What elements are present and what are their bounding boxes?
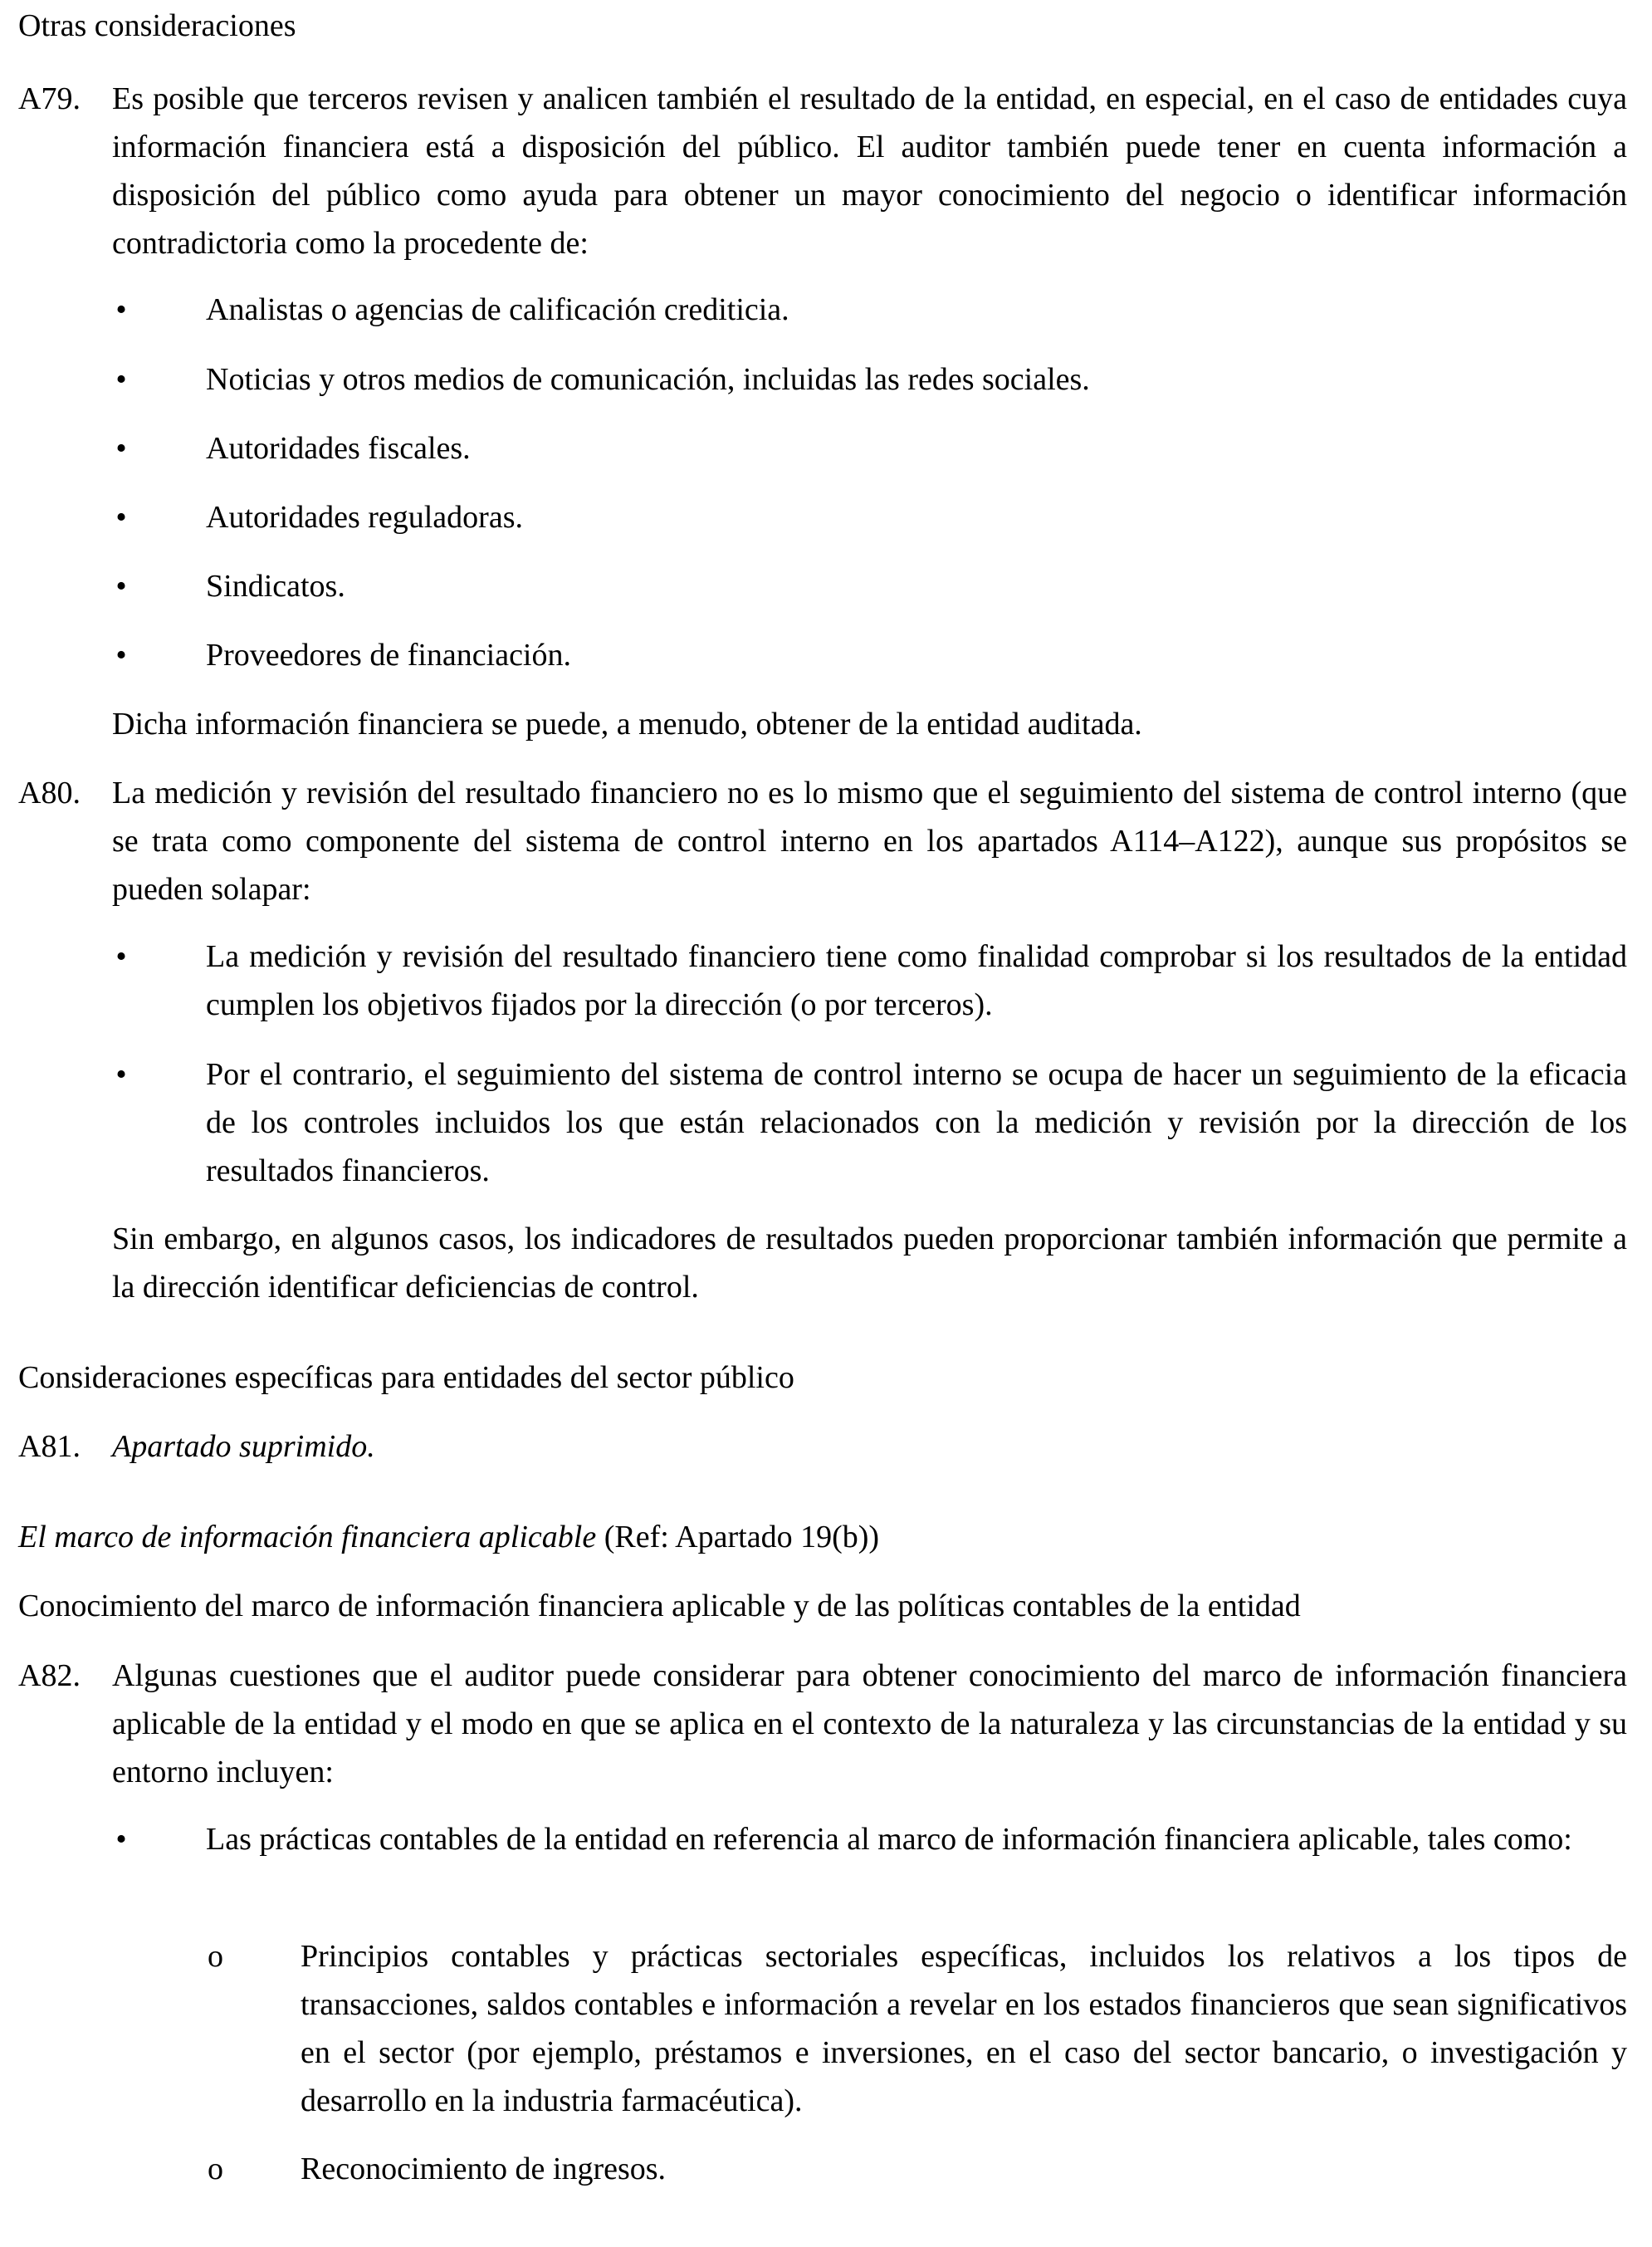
paragraph-closing-a80: Sin embargo, en algunos casos, los indicadores de resultados pueden proporcionar también información que permite a la dirección identificar deficiencias de control. [112, 1221, 1627, 1305]
bullet-icon: • [115, 362, 127, 397]
heading-marco [18, 1513, 1627, 1561]
paragraph-number: A79. [18, 81, 81, 116]
bullet-icon: • [115, 939, 127, 974]
bullet-item: • Autoridades reguladoras. [112, 493, 1627, 541]
bullet-icon: • [115, 638, 127, 673]
paragraph-number: A82. [18, 1658, 81, 1693]
bullet-item: • La medición y revisión del resultado financiero tiene como finalidad comprobar si los resultados de la entidad cumplen los objetivos fijados por la dirección (o por terceros). [112, 933, 1627, 1029]
bullet-icon: • [115, 569, 127, 604]
paragraph-text: Algunas cuestiones que el auditor puede considerar para obtener conocimiento del marco de información financiera aplicable de la entidad y el modo en que se aplica en el contexto de la naturaleza y las circunstancias de la entidad y su entorno incluyen: [112, 1658, 1627, 1789]
bullet-item: • Por el contrario, el seguimiento del sistema de control interno se ocupa de hacer un seguimiento de la eficacia de los controles incluidos los que están relacionados con la medición y revisión por la dirección de los resultados financieros. [112, 1050, 1627, 1195]
heading-conocimiento: Conocimiento del marco de información financiera aplicable y de las políticas contables de la entidad [18, 1589, 1301, 1623]
paragraph-number: A81. [18, 1429, 81, 1464]
bullet-item: • Analistas o agencias de calificación crediticia. [112, 286, 1627, 334]
heading-marco-ref: (Ref: Apartado 19(b)) [596, 1520, 880, 1554]
paragraph-number: A80. [18, 776, 81, 810]
bullet-icon: • [115, 292, 127, 327]
bullet-item: • Sindicatos. [112, 562, 1627, 610]
sub-item: o Reconocimiento de ingresos. [208, 2145, 1627, 2193]
bullet-item: • Proveedores de financiación. [112, 631, 1627, 679]
paragraph-text: La medición y revisión del resultado financiero no es lo mismo que el seguimiento del sistema de control interno (que se trata como componente del sistema de control interno en los apartados A114–A122), aunque sus propósitos se pueden solapar: [112, 776, 1627, 907]
sub-bullet-icon: o [208, 2152, 223, 2186]
bullet-item: • Autoridades fiscales. [112, 424, 1627, 472]
bullet-icon: • [115, 1057, 127, 1092]
bullet-item: • Noticias y otros medios de comunicación, incluidas las redes sociales. [112, 355, 1627, 404]
bullet-icon: • [115, 431, 127, 466]
heading-otras-consideraciones: Otras consideraciones [18, 8, 296, 43]
sub-bullet-icon: o [208, 1939, 223, 1974]
heading-marco-title: El marco de información financiera aplicable [18, 1520, 597, 1554]
sub-item: o Principios contables y prácticas sectoriales específicas, incluidos los relativos a los tipos de transacciones, saldos contables e información a revelar en los estados financieros que sean significativos en el sector (por ejemplo, préstamos e inversiones, en el caso del sector bancario, o investigación y desarrollo en la industria farmacéutica). [208, 1932, 1627, 2125]
paragraph-a82 [18, 1652, 1627, 1796]
bullet-icon: • [115, 1822, 127, 1857]
paragraph-text: Apartado suprimido. [112, 1429, 375, 1464]
paragraph-closing-a79: Dicha información financiera se puede, a menudo, obtener de la entidad auditada. [112, 707, 1142, 742]
paragraph-text: Es posible que terceros revisen y analicen también el resultado de la entidad, en especial, en el caso de entidades cuya información financiera está a disposición del público. El auditor también puede tener en cuenta información a disposición del público como ayuda para obtener un mayor conocimiento del negocio o identificar información contradictoria como la procedente de: [112, 81, 1627, 261]
heading-sector-publico: Consideraciones específicas para entidades del sector público [18, 1360, 794, 1395]
paragraph-a80 [18, 769, 1627, 913]
bullet-icon: • [115, 500, 127, 535]
paragraph-a81 [18, 1422, 1627, 1471]
bullet-item: • Las prácticas contables de la entidad en referencia al marco de información financiera aplicable, tales como: [112, 1815, 1627, 1863]
paragraph-a79 [18, 75, 1627, 267]
